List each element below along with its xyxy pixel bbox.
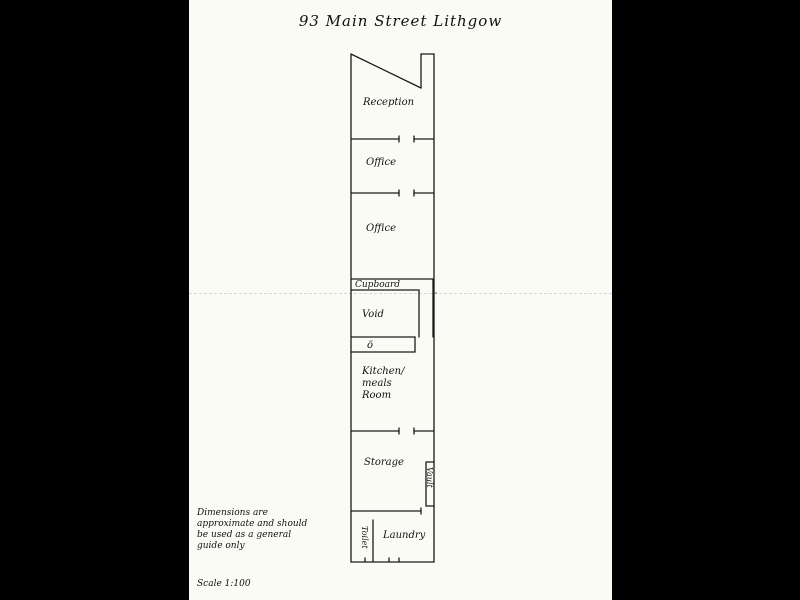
room-label-office-1: Office [366, 157, 396, 168]
room-label-void: Void [362, 309, 384, 320]
room-label-laundry: Laundry [383, 530, 426, 541]
room-label-cupboard: Cupboard [355, 280, 401, 290]
dimensions-note: Dimensions are approximate and should be used as a general guide only [197, 508, 308, 551]
room-label-kitchen-line1: Kitchen/ [362, 366, 405, 377]
room-label-reception: Reception [363, 97, 415, 108]
bench-box [351, 337, 415, 352]
outer-wall-top-slant [351, 54, 421, 88]
partition-storage-laundry [351, 508, 421, 514]
room-label-toilet: Toilet [360, 526, 369, 549]
stove-symbol: ö [367, 340, 374, 351]
plan-title: 93 Main Street Lithgow [298, 12, 503, 30]
room-label-kitchen-line2: meals [362, 378, 392, 389]
floor-plan-page [189, 0, 612, 600]
room-label-storage: Storage [364, 457, 404, 468]
room-label-vault: Vault [425, 467, 434, 488]
room-label-kitchen-line3: Room [362, 390, 392, 401]
scale-label: Scale 1:100 [197, 579, 251, 589]
room-label-office-2: Office [366, 223, 396, 234]
